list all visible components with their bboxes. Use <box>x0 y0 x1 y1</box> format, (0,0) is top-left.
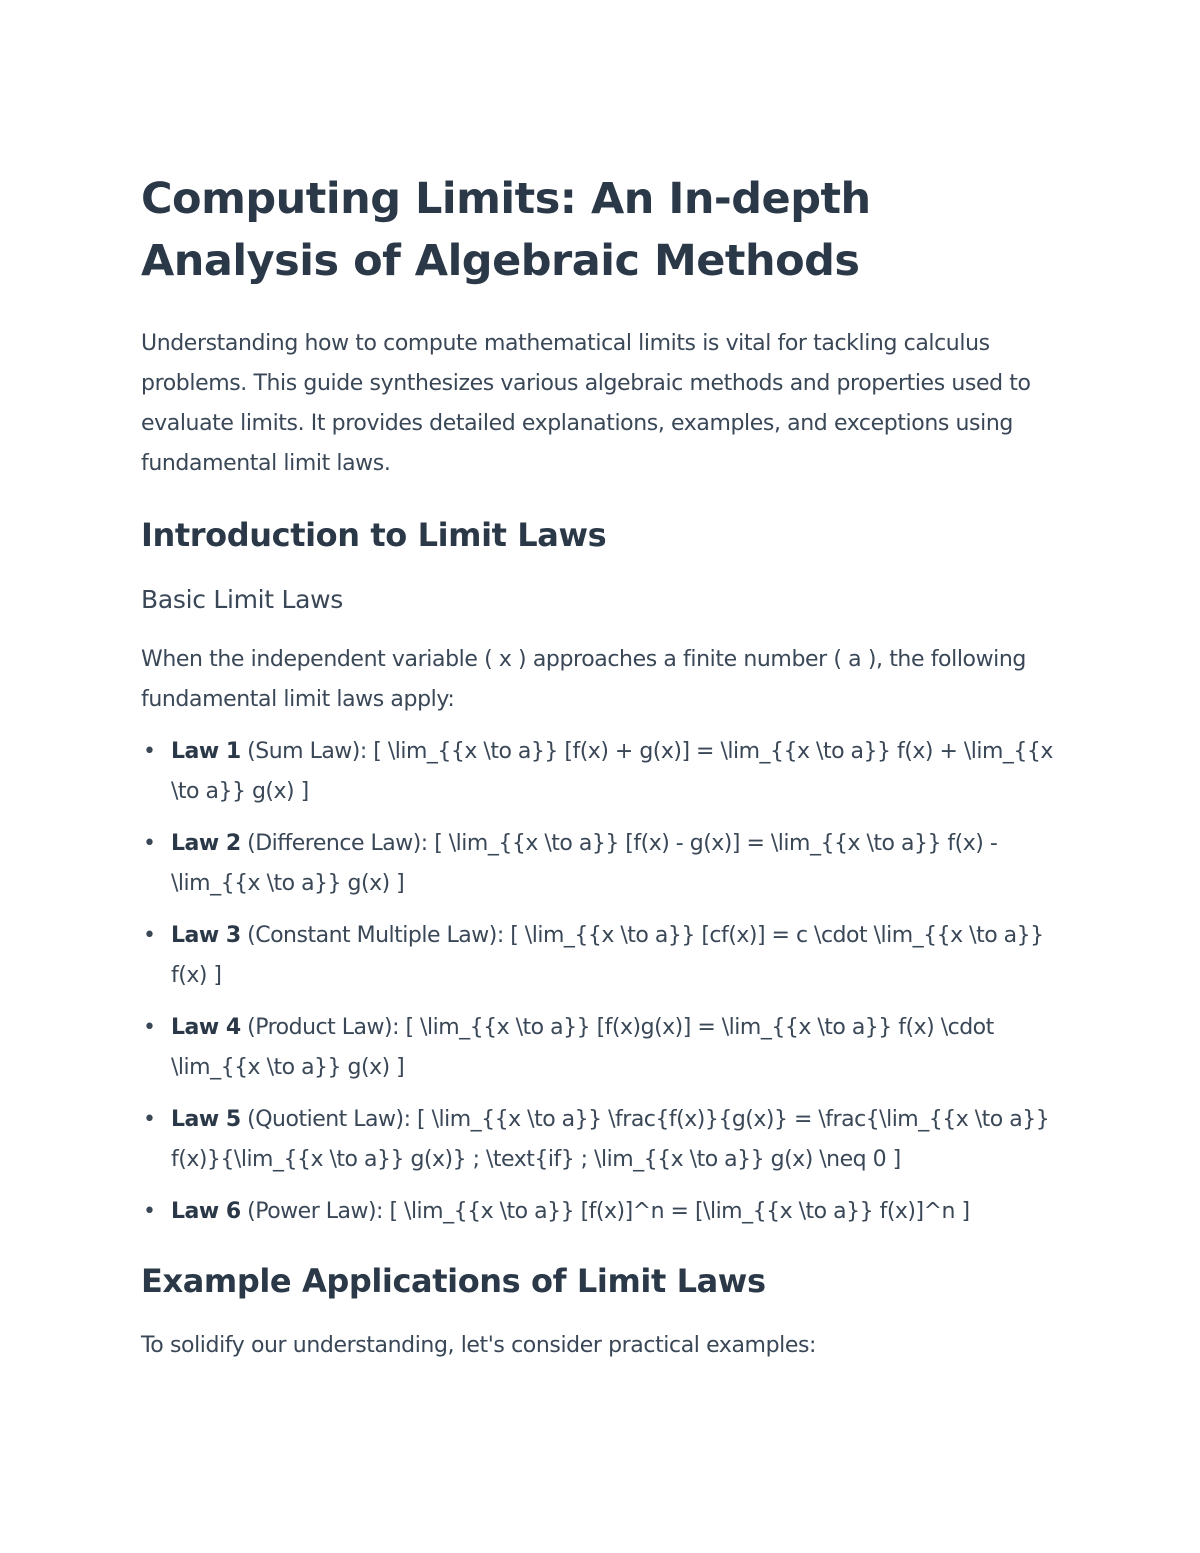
limit-laws-list <box>141 732 1066 1232</box>
law-name: Law 4 <box>171 1015 241 1040</box>
law-text: (Product Law): [ \lim_{{x \to a}} [f(x)g(x)] = \lim_{{x \to a}} f(x) \cdot \lim_{{x \to a}} g(x) ] <box>171 1015 994 1080</box>
list-item-law-5 <box>141 1100 1066 1180</box>
bullet-icon: • <box>143 1107 156 1132</box>
section-heading-examples: Example Applications of Limit Laws <box>141 1262 766 1300</box>
list-item-law-1 <box>141 732 1066 812</box>
law-text: (Sum Law): [ \lim_{{x \to a}} [f(x) + g(x)] = \lim_{{x \to a}} f(x) + \lim_{{x \to a}} g(x) ] <box>171 739 1053 804</box>
law-text: (Constant Multiple Law): [ \lim_{{x \to a}} [cf(x)] = c \cdot \lim_{{x \to a}} f(x) ] <box>171 923 1044 988</box>
law-name: Law 2 <box>171 831 241 856</box>
laws-intro-paragraph: When the independent variable ( x ) approaches a finite number ( a ), the following fundamental limit laws apply: <box>141 647 1026 712</box>
bullet-icon: • <box>143 831 156 856</box>
subsection-heading-basic-laws: Basic Limit Laws <box>141 585 343 614</box>
list-item-law-4 <box>141 1008 1066 1088</box>
law-name: Law 3 <box>171 923 241 948</box>
document-title: Computing Limits: An In-depth Analysis of Algebraic Methods <box>141 174 871 286</box>
law-text: (Quotient Law): [ \lim_{{x \to a}} \frac{f(x)}{g(x)} = \frac{\lim_{{x \to a}} f(x)}{\lim_{{x \to a}} g(x)} ; \text{if} ; \lim_{{x \to a}} g(x) \neq 0 ] <box>171 1107 1050 1172</box>
bullet-icon: • <box>143 1199 156 1224</box>
bullet-icon: • <box>143 1015 156 1040</box>
law-name: Law 5 <box>171 1107 241 1132</box>
document-page <box>141 168 1066 1366</box>
law-name: Law 1 <box>171 739 241 764</box>
law-name: Law 6 <box>171 1199 241 1224</box>
list-item-law-3 <box>141 916 1066 996</box>
law-text: (Difference Law): [ \lim_{{x \to a}} [f(x) - g(x)] = \lim_{{x \to a}} f(x) - \lim_{{x \to a}} g(x) ] <box>171 831 998 896</box>
list-item-law-6 <box>141 1192 1066 1232</box>
law-text: (Power Law): [ \lim_{{x \to a}} [f(x)]^n = [\lim_{{x \to a}} f(x)]^n ] <box>240 1199 970 1224</box>
list-item-law-2 <box>141 824 1066 904</box>
intro-paragraph: Understanding how to compute mathematical limits is vital for tackling calculus problems. This guide synthesizes various algebraic methods and properties used to evaluate limits. It provides detailed explanations, examples, and exceptions using fundamental limit laws. <box>141 331 1031 476</box>
bullet-icon: • <box>143 739 156 764</box>
examples-intro-paragraph: To solidify our understanding, let's consider practical examples: <box>141 1333 817 1358</box>
bullet-icon: • <box>143 923 156 948</box>
section-heading-introduction: Introduction to Limit Laws <box>141 516 607 554</box>
